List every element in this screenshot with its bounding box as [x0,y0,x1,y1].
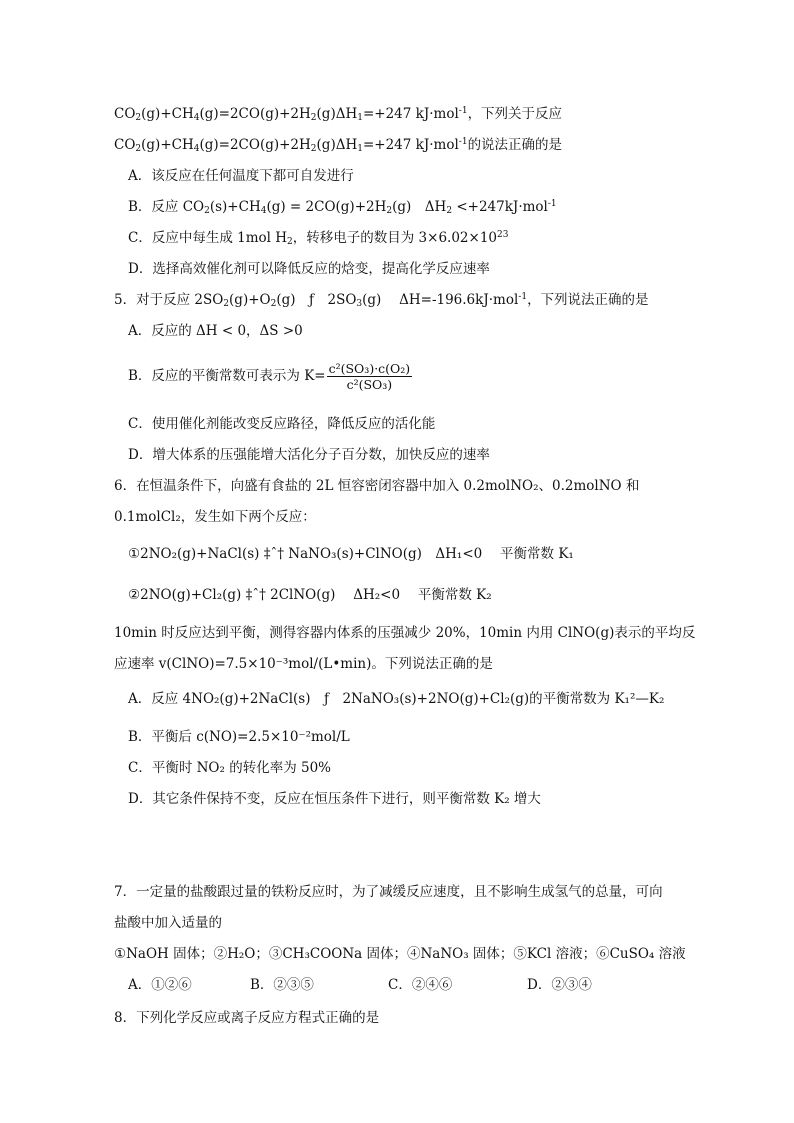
q5-stem: 5．对于反应 $2SO_2(g)+O_2(g)$ ƒ $2SO_3(g)$ ΔH=-196.6kJ·mol$^{-1}$，下列说法正确的是 [114,292,649,309]
q4-stem-line1: $CO_2(g)+CH_4(g)=2CO(g)+2H_2(g)\Delta H_1=+247$ kJ·mol$^{-1}$，下列关于反应 [114,106,563,123]
equilibrium-fraction [327,361,413,392]
q6-stem-line1: 6．在恒温条件下，向盛有食盐的 2L 恒容密闭容器中加入 0.2molNO₂、0.2molNO 和 [114,478,640,494]
q4-option-d: D．选择高效催化剂可以降低反应的焓变，提高化学反应速率 [128,261,490,277]
q5-option-b: B．反应的平衡常数可表示为 K= $\frac{\text{c²(SO₃)·c(O₂)}}{\text{c²(SO₃)}}$ [128,361,411,392]
q5-option-d: D．增大体系的压强能增大活化分子百分数，加快反应的速率 [128,447,490,463]
q7-option-c: C．②④⑥ [388,977,453,993]
q6-option-b: B．平衡后 c(NO)=2.5×10⁻²mol/L [128,729,350,745]
q4-option-a: A．该反应在任何温度下都可自发进行 [128,168,354,184]
q5-option-c: C．使用催化剂能改变反应路径，降低反应的活化能 [128,416,436,432]
q7-option-a: A．①②⑥ [128,977,192,993]
q4-option-c: C．反应中每生成 1mol $H_2$，转移电子的数目为 $3\times 6.02\times 10^{23}$ [128,230,509,247]
q7-option-d: D．②③④ [527,977,592,993]
q7-option-b: B．②③⑤ [250,977,314,993]
q4-option-b: B．反应 $CO_2(s)+CH_4(g) = 2CO(g)+2H_2(g)$ $\Delta H_2 <+247kJ\cdot mol^{-1}$ [128,199,557,216]
q5-option-a: A．反应的 ΔH < 0，ΔS >0 [128,323,303,339]
q6-info-line1: 10min 时反应达到平衡，测得容器内体系的压强减少 20%，10min 内用 ClNO(g)表示的平均反 [114,625,696,641]
q6-reaction-2: ②2NO(g)+Cl₂(g) ‡ˆ† 2ClNO(g) ΔH₂<0 平衡常数 K₂ [128,587,492,603]
q6-option-d: D．其它条件保持不变，反应在恒压条件下进行，则平衡常数 K₂ 增大 [128,791,541,807]
q4-stem-line2: $CO_2(g)+CH_4(g)=2CO(g)+2H_2(g)\Delta H_1=+247$ kJ·mol$^{-1}$的说法正确的是 [114,137,563,154]
q6-reaction-1: ①2NO₂(g)+NaCl(s) ‡ˆ† NaNO₃(s)+ClNO(g) ΔH₁<0 平衡常数 K₁ [128,546,574,562]
q7-items: ①NaOH 固体；②H₂O；③CH₃COONa 固体；④NaNO₃ 固体；⑤KCl 溶液；⑥CuSO₄ 溶液 [114,946,686,962]
q7-stem-line2: 盐酸中加入适量的 [114,915,222,931]
q6-info-line2: 应速率 v(ClNO)=7.5×10⁻³mol/(L•min)。下列说法正确的是 [114,656,493,672]
fraction-denominator: c²(SO₃) [346,377,393,392]
q8-stem: 8．下列化学反应或离子反应方程式正确的是 [114,1010,380,1026]
q6-option-a: A．反应 4NO₂(g)+2NaCl(s) ƒ 2NaNO₃(s)+2NO(g)+Cl₂(g)的平衡常数为 K₁²—K₂ [128,691,665,707]
q6-stem-line2: 0.1molCl₂，发生如下两个反应： [114,509,316,525]
q7-stem-line1: 7．一定量的盐酸跟过量的铁粉反应时，为了减缓反应速度，且不影响生成氢气的总量，可向 [114,884,663,900]
q6-option-c: C．平衡时 NO₂ 的转化率为 50% [128,760,332,776]
fraction-numerator: c²(SO₃)·c(O₂) [328,361,411,376]
